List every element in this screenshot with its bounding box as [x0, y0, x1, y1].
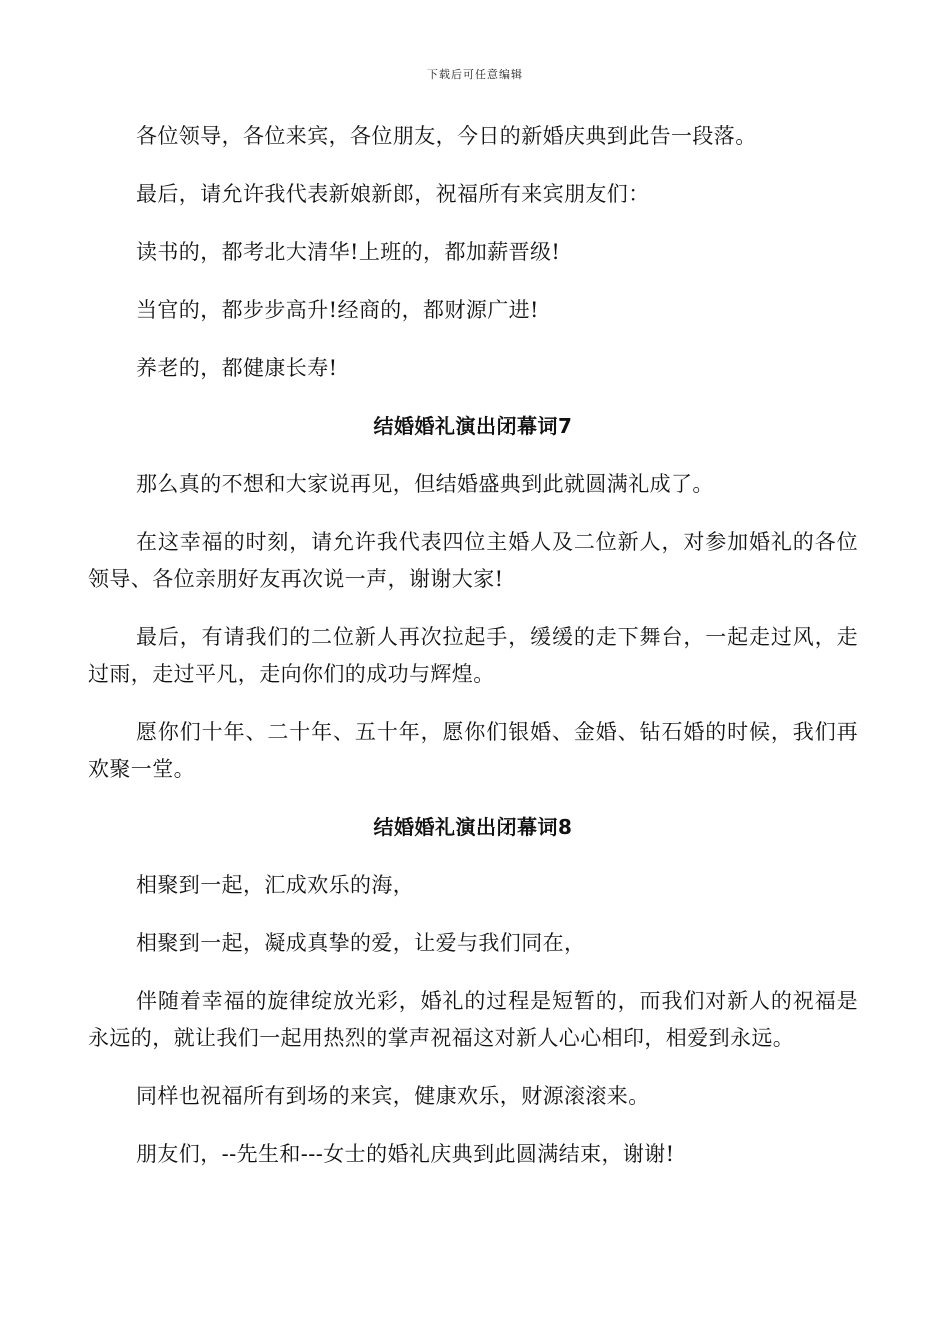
- paragraph: 同样也祝福所有到场的来宾，健康欢乐，财源滚滚来。: [136, 1084, 650, 1108]
- document-body: [88, 118, 858, 1194]
- paragraph: 朋友们，--先生和---女士的婚礼庆典到此圆满结束，谢谢!: [136, 1142, 675, 1166]
- section-closing-speech-8: [88, 809, 858, 1173]
- paragraph: 当官的，都步步高升!经商的，都财源广进!: [136, 298, 539, 322]
- paragraph: 养老的，都健康长寿!: [136, 356, 338, 380]
- section-closing-speech-7: [88, 408, 858, 788]
- section-heading: 结婚婚礼演出闭幕词7: [373, 414, 573, 438]
- page-header-note: 下载后可任意编辑: [427, 68, 523, 81]
- section-heading: 结婚婚礼演出闭幕词8: [373, 815, 573, 839]
- paragraph: 最后，请允许我代表新娘新郎，祝福所有来宾朋友们：: [136, 182, 650, 206]
- paragraph: 相聚到一起，凝成真挚的爱，让爱与我们同在，: [136, 931, 586, 955]
- paragraph: 愿你们十年、二十年、五十年，愿你们银婚、金婚、钻石婚的时候，我们再欢聚一堂。: [88, 720, 858, 781]
- paragraph: 读书的，都考北大清华!上班的，都加薪晋级!: [136, 240, 561, 264]
- section-closing-remarks: [88, 118, 858, 387]
- paragraph: 那么真的不想和大家说再见，但结婚盛典到此就圆满礼成了。: [136, 472, 714, 496]
- paragraph: 各位领导，各位来宾，各位朋友，今日的新婚庆典到此告一段落。: [136, 124, 757, 148]
- paragraph: 相聚到一起，汇成欢乐的海，: [136, 873, 415, 897]
- paragraph: 在这幸福的时刻，请允许我代表四位主婚人及二位新人，对参加婚礼的各位领导、各位亲朋好友再次说一声，谢谢大家!: [88, 530, 858, 591]
- paragraph: 最后，有请我们的二位新人再次拉起手，缓缓的走下舞台，一起走过风，走过雨，走过平凡，走向你们的成功与辉煌。: [88, 625, 858, 686]
- paragraph: 伴随着幸福的旋律绽放光彩，婚礼的过程是短暂的，而我们对新人的祝福是永远的，就让我们一起用热烈的掌声祝福这对新人心心相印，相爱到永远。: [88, 989, 858, 1050]
